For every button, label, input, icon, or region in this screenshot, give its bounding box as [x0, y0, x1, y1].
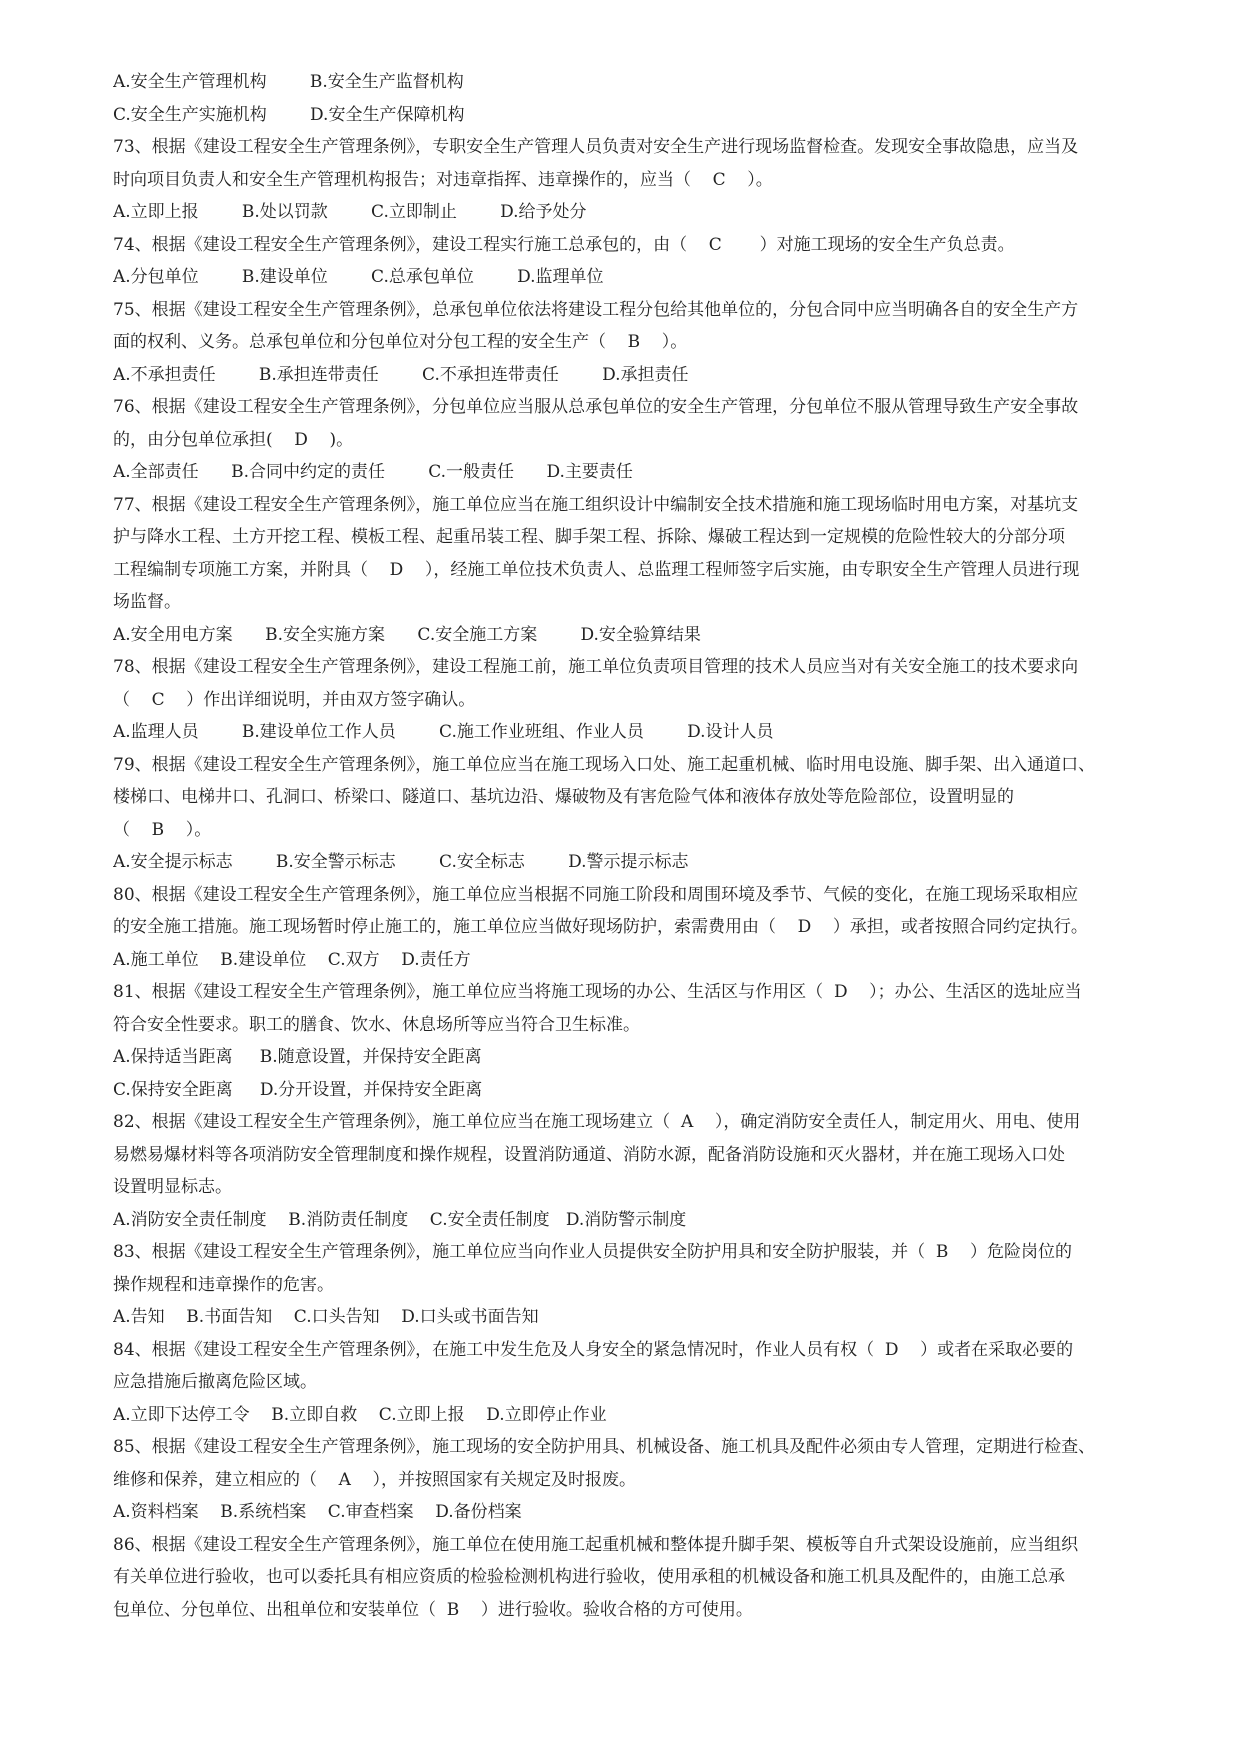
- options-77: A.安全用电方案 B.安全实施方案 C.安全施工方案 D.安全验算结果: [113, 624, 701, 645]
- options-78: A.监理人员 B.建设单位工作人员 C.施工作业班组、作业人员 D.设计人员: [113, 722, 774, 742]
- question-79-cont: 楼梯口、电梯井口、孔洞口、桥梁口、隧道口、基坑边沿、爆破物及有害危险气体和液体存放处等危险部位，设置明显的: [113, 787, 1014, 807]
- question-77-cont: 护与降水工程、土方开挖工程、模板工程、起重吊装工程、脚手架工程、拆除、爆破工程达到一定规模的危险性较大的分部分项: [113, 527, 1065, 547]
- question-82-cont: 易燃易爆材料等各项消防安全管理制度和操作规程，设置消防通道、消防水源，配备消防设施和灭火器材，并在施工现场入口处: [113, 1144, 1065, 1165]
- question-73: 73、根据《建设工程安全生产管理条例》，专职安全生产管理人员负责对安全生产进行现场监督检查。发现安全事故隐患，应当及: [113, 137, 1079, 157]
- question-80-cont: 的安全施工措施。施工现场暂时停止施工的，施工单位应当做好现场防护，索需费用由（ D ）承担，或者按照合同约定执行。: [113, 917, 1088, 937]
- options-84: A.立即下达停工令 B.立即自救 C.立即上报 D.立即停止作业: [113, 1404, 607, 1425]
- question-75-cont: 面的权利、义务。总承包单位和分包单位对分包工程的安全生产（ B ）。: [113, 332, 688, 352]
- question-79: 79、根据《建设工程安全生产管理条例》，施工单位应当在施工现场入口处、施工起重机械、临时用电设施、脚手架、出入通道口、: [113, 754, 1096, 775]
- question-86: 86、根据《建设工程安全生产管理条例》，施工单位在使用施工起重机械和整体提升脚手架、模板等自升式架设设施前，应当组织: [113, 1534, 1079, 1555]
- question-79-cont: （ B ）。: [113, 819, 212, 840]
- question-85: 85、根据《建设工程安全生产管理条例》，施工现场的安全防护用具、机械设备、施工机具及配件必须由专人管理，定期进行检查、: [113, 1437, 1096, 1457]
- question-77: 77、根据《建设工程安全生产管理条例》，施工单位应当在施工组织设计中编制安全技术措施和施工现场临时用电方案，对基坑支: [113, 494, 1079, 515]
- question-86-cont: 包单位、分包单位、出租单位和安装单位（ B ）进行验收。验收合格的方可使用。: [113, 1599, 753, 1620]
- options-74: A.分包单位 B.建设单位 C.总承包单位 D.监理单位: [113, 267, 604, 287]
- question-83: 83、根据《建设工程安全生产管理条例》，施工单位应当向作业人员提供安全防护用具和安全防护服装，并（ B ）危险岗位的: [113, 1242, 1073, 1262]
- option-line: A.安全生产管理机构 B.安全生产监督机构: [113, 72, 464, 92]
- question-82-cont: 设置明显标志。: [113, 1177, 232, 1197]
- question-74: 74、根据《建设工程安全生产管理条例》，建设工程实行施工总承包的，由（ C ）对施工现场的安全生产负总责。: [113, 234, 1015, 255]
- question-80: 80、根据《建设工程安全生产管理条例》，施工单位应当根据不同施工阶段和周围环境及季节、气候的变化，在施工现场采取相应: [113, 884, 1079, 905]
- options-81: A.保持适当距离 B.随意设置，并保持安全距离: [113, 1047, 482, 1067]
- question-75: 75、根据《建设工程安全生产管理条例》，总承包单位依法将建设工程分包给其他单位的，分包合同中应当明确各自的安全生产方: [113, 299, 1079, 320]
- question-73-cont: 时向项目负责人和安全生产管理机构报告；对违章指挥、违章操作的，应当（ C ）。: [113, 169, 773, 190]
- question-83-cont: 操作规程和违章操作的危害。: [113, 1274, 334, 1295]
- question-84-cont: 应急措施后撤离危险区域。: [113, 1372, 317, 1392]
- question-81: 81、根据《建设工程安全生产管理条例》，施工单位应当将施工现场的办公、生活区与作用区（ D ）；办公、生活区的选址应当: [113, 982, 1082, 1002]
- question-76: 76、根据《建设工程安全生产管理条例》，分包单位应当服从总承包单位的安全生产管理，分包单位不服从管理导致生产安全事故: [113, 397, 1079, 417]
- options-80: A.施工单位 B.建设单位 C.双方 D.责任方: [113, 949, 471, 970]
- question-85-cont: 维修和保养，建立相应的（ A ），并按照国家有关规定及时报废。: [113, 1469, 637, 1490]
- options-75: A.不承担责任 B.承担连带责任 C.不承担连带责任 D.承担责任: [113, 364, 689, 385]
- option-line: C.安全生产实施机构 D.安全生产保障机构: [113, 104, 465, 125]
- options-82: A.消防安全责任制度 B.消防责任制度 C.安全责任制度 D.消防警示制度: [113, 1209, 687, 1230]
- options-81: C.保持安全距离 D.分开设置，并保持安全距离: [113, 1079, 483, 1100]
- options-83: A.告知 B.书面告知 C.口头告知 D.口头或书面告知: [113, 1307, 539, 1327]
- question-77-cont: 场监督。: [113, 592, 181, 612]
- question-78: 78、根据《建设工程安全生产管理条例》，建设工程施工前，施工单位负责项目管理的技术人员应当对有关安全施工的技术要求向: [113, 657, 1079, 677]
- question-81-cont: 符合安全性要求。职工的膳食、饮水、休息场所等应当符合卫生标准。: [113, 1014, 640, 1035]
- question-86-cont: 有关单位进行验收，也可以委托具有相应资质的检验检测机构进行验收，使用承租的机械设备和施工机具及配件的，由施工总承: [113, 1567, 1065, 1587]
- options-73: A.立即上报 B.处以罚款 C.立即制止 D.给予处分: [113, 202, 587, 222]
- question-76-cont: 的，由分包单位承担( D )。: [113, 429, 354, 450]
- question-78-cont: （ C ）作出详细说明，并由双方签字确认。: [113, 689, 476, 710]
- document-page: [113, 66, 1165, 1626]
- question-82: 82、根据《建设工程安全生产管理条例》，施工单位应当在施工现场建立（ A ），确定消防安全责任人，制定用火、用电、使用: [113, 1112, 1081, 1132]
- options-85: A.资料档案 B.系统档案 C.审查档案 D.备份档案: [113, 1502, 522, 1522]
- options-79: A.安全提示标志 B.安全警示标志 C.安全标志 D.警示提示标志: [113, 852, 689, 872]
- question-84: 84、根据《建设工程安全生产管理条例》，在施工中发生危及人身安全的紧急情况时，作业人员有权（ D ）或者在采取必要的: [113, 1339, 1074, 1360]
- options-76: A.全部责任 B.合同中约定的责任 C.一般责任 D.主要责任: [113, 462, 633, 482]
- question-77-cont: 工程编制专项施工方案，并附具（ D ），经施工单位技术负责人、总监理工程师签字后实施，由专职安全生产管理人员进行现: [113, 559, 1080, 580]
